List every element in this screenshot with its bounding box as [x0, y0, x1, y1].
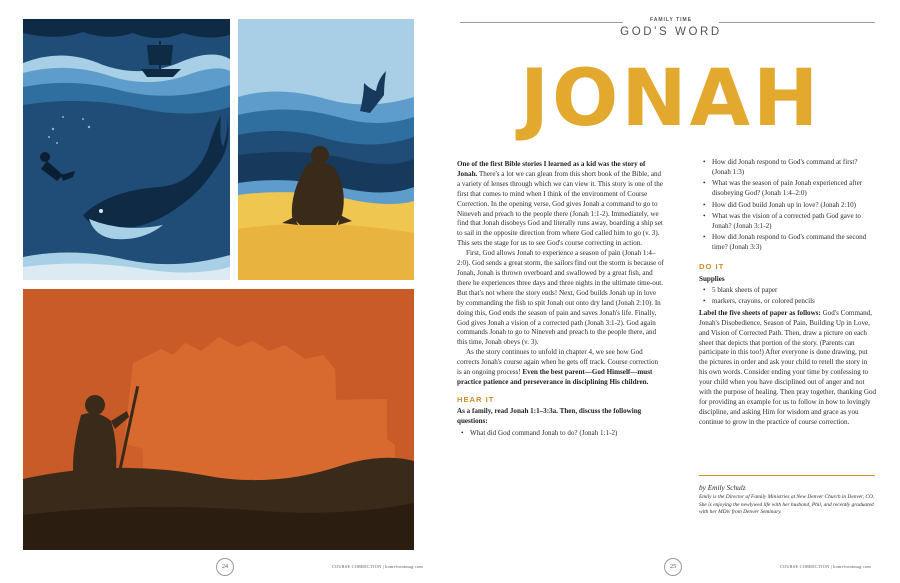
- left-footer-text: COURSE CORRECTION | homefrontmag.com: [332, 564, 423, 569]
- list-item: • How did God build Jonah up in love? (Jonah 2:10): [699, 201, 877, 211]
- list-item: • How did Jonah respond to God's command at first? (Jonah 1:3): [699, 158, 877, 178]
- right-page-number: 25: [664, 558, 682, 576]
- list-item: • How did Jonah respond to God's command the second time? (Jonah 3:3): [699, 233, 877, 253]
- section-kicker: FAMILY TIME: [623, 17, 719, 23]
- left-page-number: 24: [216, 558, 234, 576]
- instructions-paragraph: [699, 309, 877, 428]
- question-list-start: [457, 429, 664, 439]
- author-byline: by Emily Schulz: [699, 483, 746, 492]
- intro-text: There's a lot we can glean from this short book of the Bible, and a variety of lenses through which we can view it. This story is one of the first that comes to mind when I think of the environment of Course Correction. In the opening verse, God gives Jonah a command to go to Nineveh and preach to the people there (Jonah 1:1-2). Immediately, we find that Jonah disobeys God and literally runs away, boarding a ship set to sail in the opposite direction from where God called him to go (v. 3). This sets the stage for us to see God's course correcting in action.: [457, 169, 663, 248]
- list-item: • 5 blank sheets of paper: [699, 286, 877, 296]
- hear-it-heading: HEAR IT: [457, 394, 495, 404]
- do-it-heading: DO IT: [699, 262, 725, 272]
- instructions-lead: Label the five sheets of paper as follows:: [699, 308, 821, 317]
- article-column-left: [457, 160, 664, 440]
- author-bio: Emily is the Director of Family Ministries at New Denver Church in Denver, CO. She is enjoying the newlywed life with her husband, Phil, and recently graduated with her MDiv from Denver Seminary.: [699, 494, 875, 516]
- author-rule: [699, 475, 875, 476]
- right-footer-text: COURSE CORRECTION | homefrontmag.com: [780, 564, 871, 569]
- hear-it-intro: As a family, read Jonah 1:1–3:3a. Then, discuss the following questions:: [457, 406, 642, 425]
- list-item: • What was the season of pain Jonah experienced after disobeying God? (Jonah 1:4–2:0): [699, 179, 877, 199]
- list-item: • What was the vision of a corrected path God gave to Jonah? (Jonah 3:1-2): [699, 212, 877, 232]
- list-item: • What did God command Jonah to do? (Jonah 1:1-2): [457, 429, 664, 439]
- conclusion-paragraph: [457, 348, 664, 388]
- article-column-right: [699, 158, 877, 428]
- city-illustration: [23, 289, 414, 550]
- supplies-list: [699, 286, 877, 307]
- whale-illustration: [23, 19, 230, 280]
- story-paragraph: First, God allows Jonah to experience a season of pain (Jonah 1:4–2:0). God sends a great storm, the sailors find out the storm is because of Jonah, Jonah is thrown overboard and swallowed by a great fish, and there he experiences three days and three nights in the ultimate time-out. But that's not where the story ends! Next, God builds Jonah up in love by commanding the fish to spit Jonah out onto dry land (Jonah 2:10). In doing this, God ends the season of pain and saves Jonah's life. Finally, God gives Jonah a vision of a corrected path (Jonah 3:1-2). God again commands Jonah to go to Nineveh and preach to the people there, and this time, Jonah obeys (v. 3).: [457, 249, 664, 347]
- supplies-label: Supplies: [699, 275, 725, 284]
- intro-paragraph: [457, 160, 664, 249]
- question-list-continued: [699, 158, 877, 253]
- conclusion-bold: Even the best parent—God Himself—must practice patience and perseverance in disciplining His children.: [457, 368, 653, 386]
- intro-lead: One of the first Bible stories I learned as a kid was the story of Jonah.: [457, 160, 646, 178]
- section-title: GOD'S WORD: [620, 26, 722, 38]
- conclusion-text: As the story continues to unfold in chapter 4, we see how God corrects Jonah's course again when he gets off track. Course correction is an ongoing process!: [457, 348, 659, 377]
- list-item: • markers, crayons, or colored pencils: [699, 297, 877, 307]
- instructions-text: God's Command, Jonah's Disobedience, Season of Pain, Building Up in Love, and Vision of Corrected Path. Then, draw a picture on each sheet that depicts that portion of the story. (Parents can participate in this too!) After everyone is done drawing, put the pictures in order and ask your child to retell the story in his own words. Consider ending your time by confessing to your child when you have disciplined out of anger and not with the purpose of healing. Then pray together, thanking God for providing an example for us to follow in how to lovingly discipline, and asking Him for wisdom and grace as you continue to grow in the practice of course correction.: [699, 308, 877, 426]
- shore-illustration: [238, 19, 414, 280]
- page-title: JONAH: [520, 54, 822, 144]
